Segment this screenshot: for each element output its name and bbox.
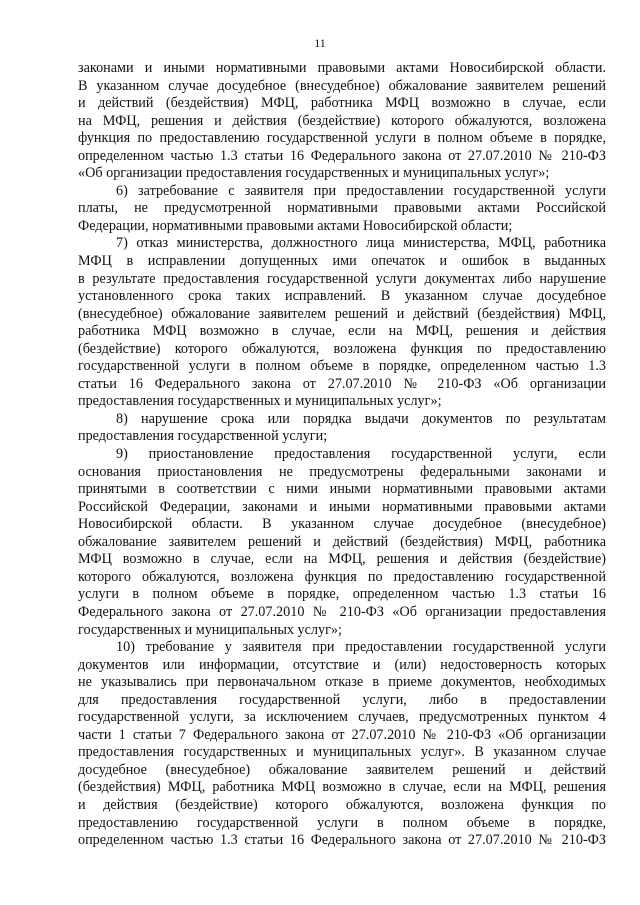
text-line: государственной услуги, за исключением случаев, предусмотренных пунктом 4 bbox=[78, 709, 606, 726]
text-line: 10) требование у заявителя при предоставлении государственной услуги bbox=[116, 639, 606, 656]
text-line: 7) отказ министерства, должностного лица министерства, МФЦ, работника bbox=[116, 235, 606, 252]
page-number: 11 bbox=[314, 36, 326, 50]
text-line: МФЦ в исправлении допущенных ими опечаток и ошибок в выданных bbox=[78, 253, 606, 270]
text-line: В указанном случае досудебное (внесудебное) обжалование заявителем решений bbox=[78, 77, 606, 94]
text-line: определенном частью 1.3 статьи 16 Федерального закона от 27.07.2010 № 210-ФЗ bbox=[78, 147, 606, 164]
text-line: функция по предоставлению государственной услуги в полном объеме в порядке, bbox=[78, 130, 606, 147]
text-line: Федерации, нормативными правовыми актами Новосибирской области; bbox=[78, 217, 513, 234]
text-line: и действий (бездействия) МФЦ, работника МФЦ возможно в случае, если bbox=[78, 95, 606, 112]
text-line: определенном частью 1.3 статьи 16 Федерального закона от 27.07.2010 № 210-ФЗ bbox=[78, 832, 606, 849]
text-line: (внесудебное) обжалование заявителем решений и действий (бездействия) МФЦ, bbox=[78, 305, 606, 322]
text-line: законами и иными нормативными правовыми актами Новосибирской области. bbox=[78, 60, 606, 76]
text-line: части 1 статьи 7 Федерального закона от 27.07.2010 № 210-ФЗ «Об организации bbox=[78, 726, 606, 743]
text-line: для предоставления государственной услуги, либо в предоставлении bbox=[78, 691, 606, 708]
text-line: которого обжалуются, возложена функция по предоставлению государственной bbox=[78, 568, 606, 585]
text-line: не указывались при первоначальном отказе в приеме документов, необходимых bbox=[78, 674, 606, 691]
text-line: «Об организации предоставления государственных и муниципальных услуг»; bbox=[78, 165, 550, 182]
text-line: 8) нарушение срока или порядка выдачи документов по результатам bbox=[116, 410, 606, 427]
text-line: МФЦ возможно в случае, если на МФЦ, решения и действия (бездействие) bbox=[78, 551, 606, 568]
text-line: (бездействие) которого обжалуются, возложена функция по предоставлению bbox=[78, 340, 606, 357]
text-line: работника МФЦ возможно в случае, если на МФЦ, решения и действия bbox=[78, 323, 606, 340]
text-line: в результате предоставления государственной услуги документах либо нарушение bbox=[78, 270, 606, 287]
text-line: платы, не предусмотренной нормативными правовыми актами Российской bbox=[78, 200, 606, 217]
text-line: 9) приостановление предоставления государственной услуги, если bbox=[116, 446, 606, 463]
text-line: Федерального закона от 27.07.2010 № 210-ФЗ «Об организации предоставления bbox=[78, 603, 606, 620]
text-line: 6) затребование с заявителя при предоставлении государственной услуги bbox=[116, 182, 606, 199]
text-line: на МФЦ, решения и действия (бездействие) которого обжалуются, возложена bbox=[78, 112, 606, 129]
text-line: предоставления государственных и муниципальных услуг»; bbox=[78, 393, 442, 410]
text-line: предоставлению государственной услуги в полном объеме в порядке, bbox=[78, 814, 606, 831]
body-text bbox=[78, 60, 606, 850]
text-line: Новосибирской области. В указанном случае досудебное (внесудебное) bbox=[78, 516, 606, 533]
text-line: обжалование заявителем решений и действий (бездействия) МФЦ, работника bbox=[78, 533, 606, 550]
text-line: статьи 16 Федерального закона от 27.07.2010 № 210-ФЗ «Об организации bbox=[78, 375, 606, 392]
text-line: услуги в полном объеме в порядке, определенном частью 1.3 статьи 16 bbox=[78, 586, 606, 603]
text-line: (бездействия) МФЦ, работника МФЦ возможно в случае, если на МФЦ, решения bbox=[78, 779, 606, 796]
text-line: документов или информации, отсутствие и (или) недостоверность которых bbox=[78, 656, 606, 673]
text-line: принятыми в соответствии с ними иными нормативными правовыми актами bbox=[78, 481, 606, 498]
text-line: государственной услуги в полном объеме в порядке, определенном частью 1.3 bbox=[78, 358, 606, 375]
text-line: и действия (бездействие) которого обжалуются, возложена функция по bbox=[78, 796, 606, 813]
text-line: установленного срока таких исправлений. В указанном случае досудебное bbox=[78, 288, 606, 305]
text-line: предоставления государственной услуги; bbox=[78, 428, 328, 445]
text-line: государственных и муниципальных услуг»; bbox=[78, 621, 342, 638]
text-line: предоставления государственных и муниципальных услуг». В указанном случае bbox=[78, 744, 606, 761]
text-line: основания приостановления не предусмотрены федеральными законами и bbox=[78, 463, 606, 480]
text-line: Российской Федерации, законами и иными нормативными правовыми актами bbox=[78, 498, 606, 515]
text-line: досудебное (внесудебное) обжалование заявителем решений и действий bbox=[78, 761, 606, 778]
